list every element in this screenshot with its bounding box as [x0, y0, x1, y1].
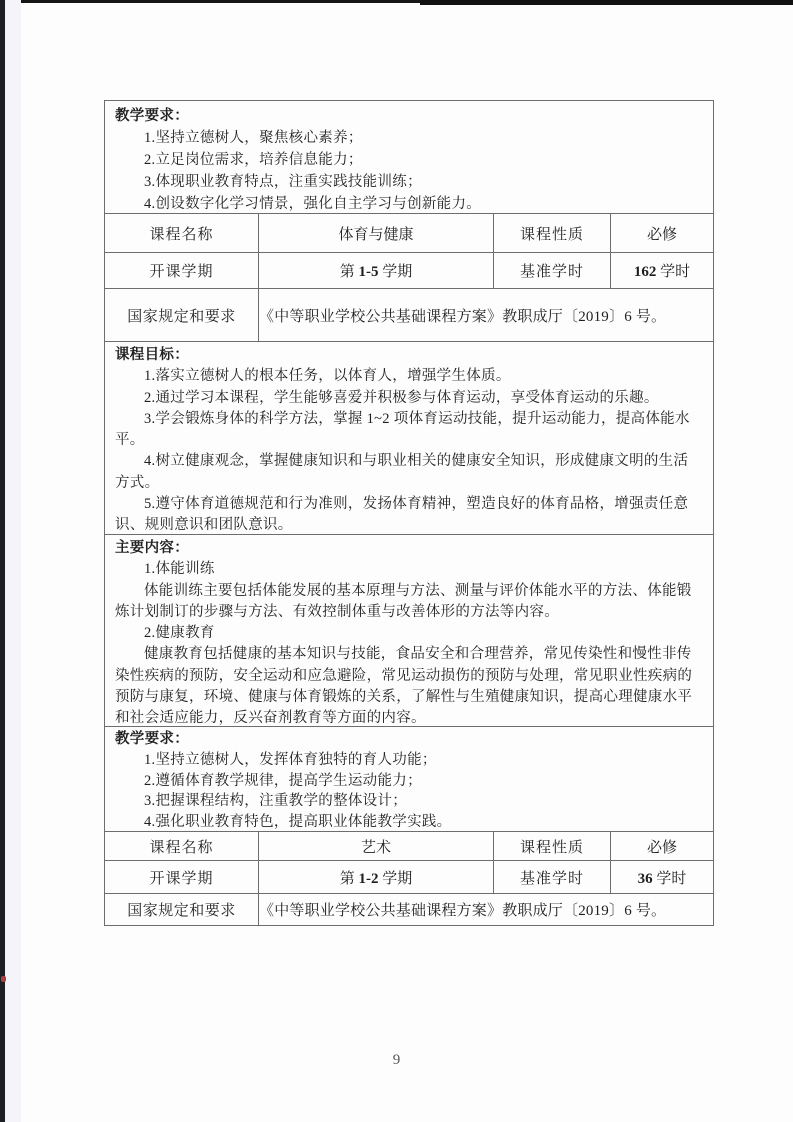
table-row-teaching-requirements-1	[105, 101, 714, 214]
objective-item: 2.通过学习本课程，学生能够喜爱并积极参与体育运动，享受体育运动的乐趣。	[144, 389, 659, 406]
course-nature-label: 课程性质	[494, 214, 611, 253]
hours-label: 基准学时	[494, 861, 611, 894]
scan-band-left	[5, 0, 21, 1122]
objective-item: 1.落实立德树人的根本任务，以体育人，增强学生体质。	[144, 368, 511, 385]
semester-label: 开课学期	[105, 861, 259, 894]
table-row-course-objectives	[105, 342, 714, 535]
table-row-national-1	[105, 289, 714, 342]
section-title: 课程目标：	[115, 347, 189, 363]
semester-prefix: 第	[339, 264, 355, 280]
course-objectives-block	[105, 342, 713, 534]
course-name-label: 课程名称	[105, 214, 259, 253]
semester-prefix: 第	[339, 870, 355, 887]
curriculum-table	[104, 100, 714, 926]
table-row-national-2	[105, 894, 714, 926]
objective-item: 3.学会锻炼身体的科学方法，掌握 1~2 项体育运动技能，提升运动能力，提高体能水平。	[115, 410, 690, 449]
teaching-requirements-2-block	[105, 727, 713, 831]
scan-edge-top-dark	[420, 0, 793, 5]
semester-label: 开课学期	[105, 253, 259, 289]
semester-suffix: 学期	[382, 870, 413, 887]
objective-item: 5.遵守体育道德规范和行为准则，发扬体育精神，塑造良好的体育品格，增强责任意识、规则意识和团队意识。	[115, 496, 689, 534]
national-value: 《中等职业学校公共基础课程方案》教职成厅〔2019〕6 号。	[259, 289, 714, 342]
content-item: 健康教育包括健康的基本知识与技能，食品安全和合理营养，常见传染性和慢性非传染性疾病的预防，安全运动和应急避险，常见运动损伤的预防与处理，常见职业性疾病的预防与康复，环境、健康与体育锻炼的关系，了解性与生殖健康知识，提高心理健康水平和社会适应能力，反兴奋剂教育等方面的内容。	[115, 646, 693, 726]
main-content-block	[105, 535, 713, 726]
requirement-item: 1.坚持立德树人，聚焦核心素养；	[144, 130, 363, 146]
section-title: 主要内容：	[115, 540, 189, 556]
content-item: 体能训练主要包括体能发展的基本原理与方法、测量与评价体能水平的方法、体能锻炼计划制订的步骤与方法、有效控制体重与改善体形的方法等内容。	[115, 582, 692, 620]
semester-value	[259, 861, 494, 894]
national-label: 国家规定和要求	[105, 894, 259, 926]
hours-value	[611, 861, 714, 894]
table-row-semester-2	[105, 861, 714, 894]
hours-suffix: 学时	[660, 264, 691, 280]
hours-number: 162	[633, 264, 657, 280]
scan-red-speck	[1, 976, 6, 982]
semester-suffix: 学期	[382, 264, 413, 280]
requirement-item: 3.体现职业教育特点，注重实践技能训练；	[144, 174, 422, 190]
table-row-semester-1	[105, 253, 714, 289]
table-row-course-name-1	[105, 214, 714, 253]
course-nature-value: 必修	[611, 214, 714, 253]
national-value: 《中等职业学校公共基础课程方案》教职成厅〔2019〕6 号。	[259, 894, 714, 926]
content-item: 1.体能训练	[144, 561, 215, 578]
objective-item: 4.树立健康观念，掌握健康知识和与职业相关的健康安全知识，形成健康文明的生活方式。	[115, 453, 689, 491]
content-item: 2.健康教育	[144, 625, 215, 642]
hours-suffix: 学时	[656, 870, 687, 887]
requirement-item: 1.坚持立德树人，发挥体育独特的育人功能；	[144, 751, 437, 768]
course-name-value: 艺术	[259, 832, 494, 861]
section-title: 教学要求：	[115, 731, 189, 747]
course-name-value: 体育与健康	[259, 214, 494, 253]
section-title: 教学要求：	[115, 108, 189, 124]
requirement-item: 4.强化职业教育特色，提高职业体能教学实践。	[144, 814, 452, 831]
semester-value	[259, 253, 494, 289]
semester-number: 1-2	[358, 870, 379, 887]
hours-value	[611, 253, 714, 289]
requirement-item: 4.创设数字化学习情景，强化自主学习与创新能力。	[144, 196, 482, 212]
course-nature-label: 课程性质	[494, 832, 611, 861]
requirement-item: 2.立足岗位需求，培养信息能力；	[144, 152, 363, 168]
hours-label: 基准学时	[494, 253, 611, 289]
course-name-label: 课程名称	[105, 832, 259, 861]
semester-number: 1-5	[358, 264, 379, 280]
page-number: 9	[392, 1052, 401, 1068]
national-label: 国家规定和要求	[105, 289, 259, 342]
table-row-main-content	[105, 535, 714, 727]
requirement-item: 3.把握课程结构，注重教学的整体设计；	[144, 793, 408, 810]
course-nature-value: 必修	[611, 832, 714, 861]
teaching-requirements-1-block	[105, 101, 713, 213]
hours-number: 36	[637, 870, 653, 887]
table-row-course-name-2	[105, 832, 714, 861]
table-row-teaching-requirements-2	[105, 727, 714, 832]
requirement-item: 2.遵循体育教学规律，提高学生运动能力；	[144, 772, 422, 789]
